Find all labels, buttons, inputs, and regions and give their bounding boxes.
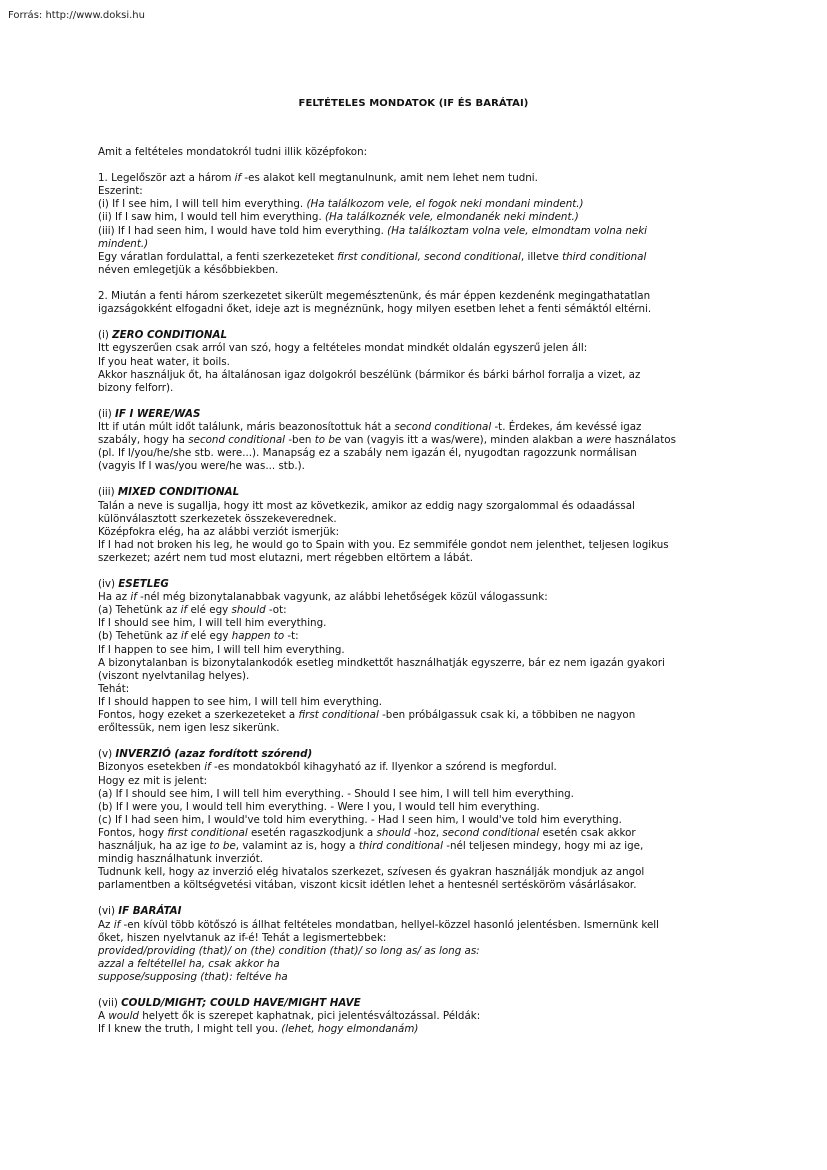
example-line: (a) If I should see him, I will tell him everything. - Should I see him, I will tell him everything. [98,787,574,800]
paragraph-line: (a) Tehetünk az if elé egy should -ot: [98,604,287,617]
section-if-baratai [98,905,730,984]
section-heading: (vii) COULD/MIGHT; COULD HAVE/MIGHT HAVE [98,997,361,1010]
example-line: azzal a feltétellel ha, csak akkor ha [98,957,280,970]
paragraph-line: néven emlegetjük a későbbiekben. [98,263,279,276]
example-line: If I should see him, I will tell him everything. [98,617,327,630]
example-line: (ii) If I saw him, I would tell him everything. (Ha találkoznék vele, elmondanék neki mindent.) [98,211,579,224]
source-label: Forrás: http://www.doksi.hu [8,10,145,21]
section-heading: (i) ZERO CONDITIONAL [98,329,228,342]
paragraph-line: Fontos, hogy ezeket a szerkezeteket a first conditional -ben próbálgassuk csak ki, a többiben ne nagyon [98,709,636,722]
paragraph-line: különválasztott szerkezetek összekeverednek. [98,512,337,525]
paragraph-line: szerkezet; azért nem tud most elutazni, mert régebben eltörtem a lábát. [98,551,474,564]
paragraph-line: Itt egyszerűen csak arról van szó, hogy a feltételes mondat mindkét oldalán egyszerű jelen áll: [98,342,588,355]
paragraph-line: If I had not broken his leg, he would go to Spain with you. Ez semmiféle gondot nem jelenthet, teljesen logikus [98,538,669,551]
section-heading: (iii) MIXED CONDITIONAL [98,486,240,499]
example-line: If I knew the truth, I might tell you. (lehet, hogy elmondanám) [98,1023,419,1036]
paragraph-line: Az if -en kívül több kötőszó is állhat feltételes mondatban, hellyel-közzel hasonló jelentésben. Ismernünk kell [98,918,660,931]
paragraph-line: őket, hiszen nyelvtanuk az if-é! Tehát a legismertebbek: [98,931,387,944]
section-heading: (vi) IF BARÁTAI [98,905,182,918]
example-line: mindent.) [98,237,149,250]
section-if-i-were [98,408,730,473]
paragraph-line: Hogy ez mit is jelent: [98,774,208,787]
paragraph-line: 2. Miután a fenti három szerkezetet sikerült megemésztenünk, és már éppen kezdenénk megingathatatlan [98,290,651,303]
paragraph-line: igazságokként elfogadni őket, ideje azt is megnéznünk, hogy milyen esetben lehet a fenti sémáktól eltérni. [98,303,652,316]
section-mixed-conditional [98,486,730,565]
paragraph-line: szabály, hogy ha second conditional -ben to be van (vagyis itt a was/were), minden alakban a were használatos [98,434,676,447]
example-line: If I should happen to see him, I will tell him everything. [98,695,383,708]
paragraph-line: Bizonyos esetekben if -es mondatokból kihagyható az if. Ilyenkor a szórend is megfordul. [98,761,557,774]
example-line: (c) If I had seen him, I would've told him everything. - Had I seen him, I would've told him everything. [98,813,622,826]
paragraph-line: (viszont nyelvtanilag helyes). [98,669,250,682]
example-line: suppose/supposing (that): feltéve ha [98,970,288,983]
paragraph-line: (pl. If I/you/he/she stb. were...). Manapság ez a szabály nem igazán él, nyugodtan ragozzunk normálisan [98,447,637,460]
page-title: FELTÉTELES MONDATOK (IF ÉS BARÁTAI) [298,98,529,109]
section-could-might [98,997,730,1036]
section-heading: (v) INVERZIÓ (azaz fordított szórend) [98,748,313,761]
paragraph-line: (vagyis If I was/you were/he was... stb.). [98,460,305,473]
paragraph-line: A bizonytalanban is bizonytalankodók esetleg mindkettőt használhatják egyszerre, bár ez nem igazán gyakori [98,656,665,669]
document-body [98,146,730,1036]
paragraph-line: 1. Legelőször azt a három if -es alakot kell megtanulnunk, amit nem lehet nem tudni. [98,172,538,185]
paragraph-line: Középfokra elég, ha az alábbi verziót ismerjük: [98,525,340,538]
paragraph-line: bizony felforr). [98,381,174,394]
example-line: provided/providing (that)/ on (the) condition (that)/ so long as/ as long as: [98,944,480,957]
paragraph-line: Egy váratlan fordulattal, a fenti szerkezeteket first conditional, second conditional, illetve third conditional [98,250,647,263]
section-zero-conditional [98,329,730,394]
paragraph-line: Tehát: [98,682,130,695]
section-inverzio [98,748,730,892]
section-heading: (iv) ESETLEG [98,578,169,591]
example-line: If you heat water, it boils. [98,355,230,368]
paragraph-1 [98,172,730,277]
section-heading: (ii) IF I WERE/WAS [98,407,201,420]
example-line: If I happen to see him, I will tell him everything. [98,643,345,656]
paragraph-2 [98,290,730,316]
intro-text: Amit a feltételes mondatokról tudni illik középfokon: [98,146,368,158]
example-line: (iii) If I had seen him, I would have told him everything. (Ha találkoztam volna vele, elmondtam volna neki [98,224,648,237]
paragraph-line: erőltessük, nem igen lesz sikerünk. [98,722,280,735]
paragraph-line: használjuk, ha az ige to be, valamint az is, hogy a third conditional -nél teljesen mindegy, hogy mi az ige, [98,839,644,852]
paragraph-line: Ha az if -nél még bizonytalanabbak vagyunk, az alábbi lehetőségek közül válogassunk: [98,591,548,604]
paragraph-line: Talán a neve is sugallja, hogy itt most az következik, amikor az eddig nagy szorgalommal és odaadással [98,499,635,512]
paragraph-line: mindig használhatunk inverziót. [98,853,264,866]
paragraph-line: Fontos, hogy first conditional esetén ragaszkodjunk a should -hoz, second conditional esetén csak akkor [98,826,636,839]
paragraph-line: Akkor használjuk őt, ha általánosan igaz dolgokról beszélünk (bármikor és bárki bárhol forralja a vizet, az [98,368,641,381]
section-esetleg [98,578,730,735]
paragraph-line: parlamentben a költségvetési vitában, viszont kicsit idétlen lehet a hentesnél sertésköröm vásárlásakor. [98,879,637,892]
paragraph-line: Tudnunk kell, hogy az inverzió elég hivatalos szerkezet, szívesen és gyakran használják mondjuk az angol [98,866,645,879]
example-line: (b) If I were you, I would tell him everything. - Were I you, I would tell him everything. [98,800,540,813]
paragraph-line: Itt if után múlt időt találunk, máris beazonosítottuk hát a second conditional -t. Érdekes, ám kevéssé igaz [98,420,642,433]
example-line: (i) If I see him, I will tell him everything. (Ha találkozom vele, el fogok neki mondani mindent.) [98,198,584,211]
paragraph-line: Eszerint: [98,185,143,198]
paragraph-line: A would helyett ők is szerepet kaphatnak, pici jelentésváltozással. Példák: [98,1010,481,1023]
paragraph-line: (b) Tehetünk az if elé egy happen to -t: [98,630,299,643]
